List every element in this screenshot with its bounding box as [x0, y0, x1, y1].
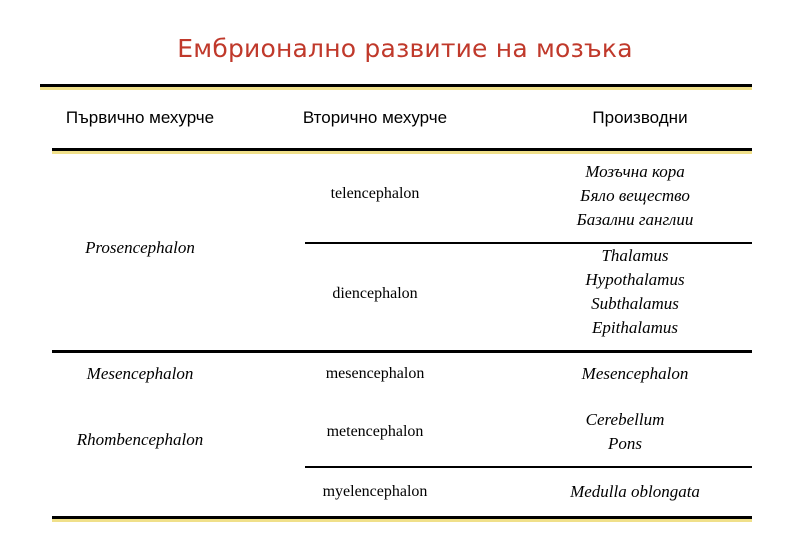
bottom-rule: [52, 516, 752, 519]
secondary-metencephalon: metencephalon: [326, 423, 424, 440]
derivative-line: Pons: [608, 434, 642, 453]
row-separator: [305, 242, 752, 244]
derivatives-diencephalon: [540, 244, 730, 340]
derivatives-telencephalon: [540, 160, 730, 232]
derivative-line: Мозъчна кора: [585, 162, 685, 181]
row-separator: [305, 466, 752, 468]
derivative-line: Cerebellum: [585, 410, 665, 429]
header-secondary: Вторично мехурче: [302, 108, 448, 127]
header-rule: [52, 148, 752, 151]
derivatives-metencephalon: [530, 408, 720, 456]
secondary-telencephalon: telencephalon: [330, 185, 420, 202]
top-rule: [40, 84, 752, 87]
derivative-line: Hypothalamus: [585, 270, 685, 289]
header-derivatives: Производни: [592, 108, 688, 127]
derivative-line: Бяло вещество: [580, 186, 690, 205]
derivative-line: Mesencephalon: [581, 364, 689, 383]
row-separator: [52, 350, 752, 353]
derivatives-mesencephalon: [540, 362, 730, 386]
secondary-mesencephalon: mesencephalon: [325, 365, 425, 382]
derivative-line: Thalamus: [601, 246, 669, 265]
derivative-line: Epithalamus: [592, 318, 678, 337]
primary-rhombencephalon: Rhombencephalon: [76, 430, 204, 449]
secondary-myelencephalon: myelencephalon: [322, 483, 428, 500]
page-title: Ембрионално развитие на мозъка: [177, 34, 633, 63]
secondary-diencephalon: diencephalon: [332, 285, 418, 302]
derivative-line: Базални ганглии: [576, 210, 694, 229]
derivatives-myelencephalon: [540, 480, 730, 504]
derivative-line: Medulla oblongata: [570, 482, 700, 501]
primary-prosencephalon: Prosencephalon: [85, 238, 195, 257]
primary-mesencephalon: Mesencephalon: [86, 364, 194, 383]
header-primary: Първично мехурче: [65, 108, 215, 127]
derivative-line: Subthalamus: [591, 294, 679, 313]
